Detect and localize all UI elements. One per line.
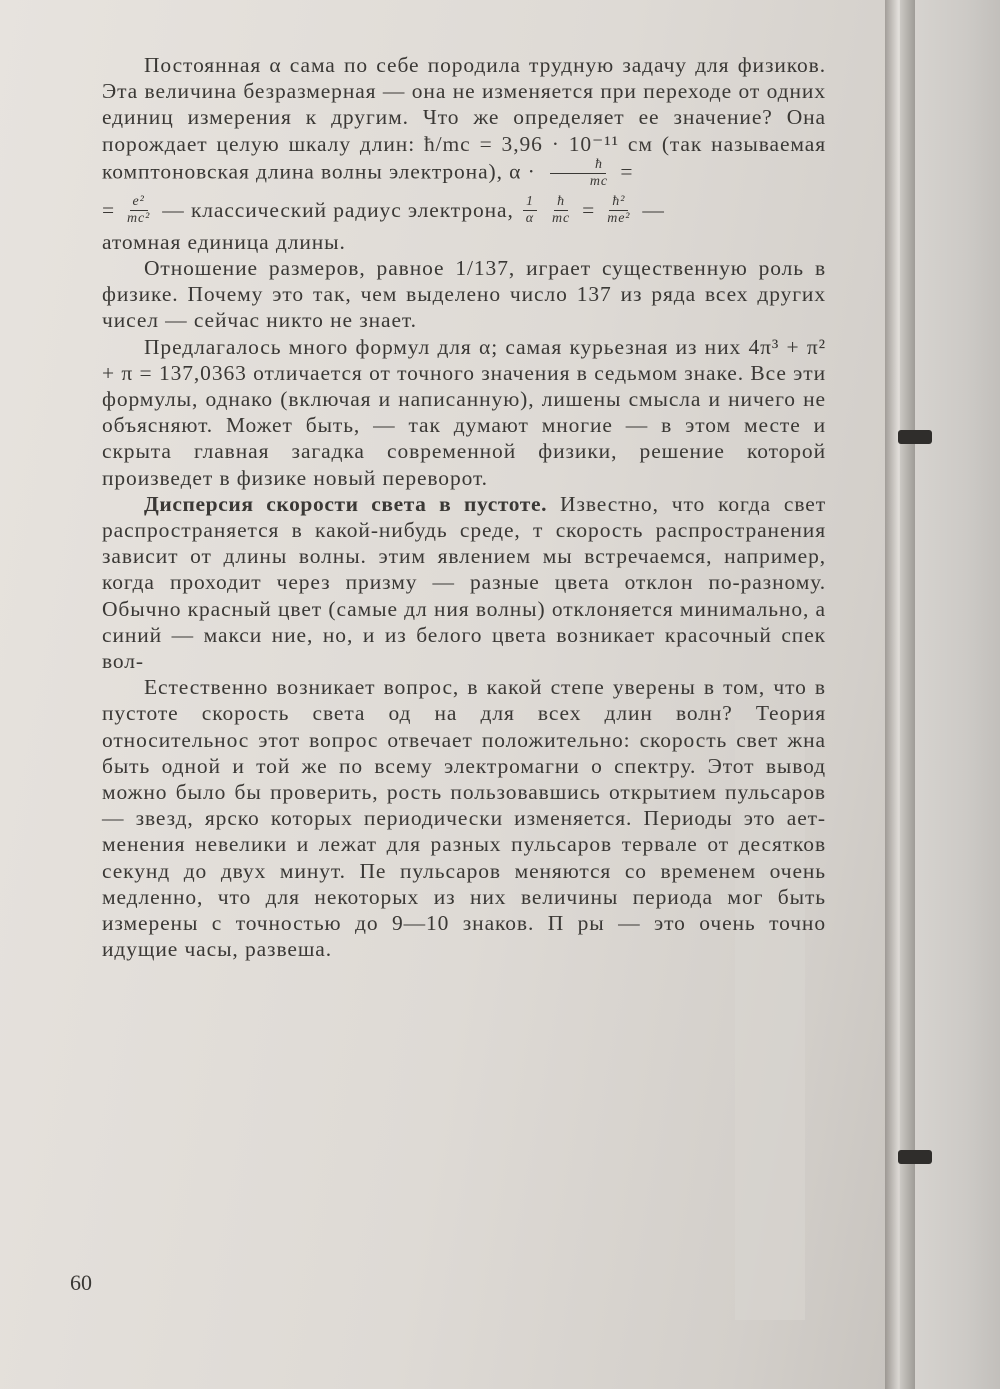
facing-page-edge xyxy=(915,0,1000,1389)
equals-sign: = xyxy=(102,198,116,223)
fraction-h2-me2 xyxy=(604,194,633,227)
page-text xyxy=(102,52,826,963)
paragraph-text: (так называемая комптоновская длина волны электрона), xyxy=(102,131,826,184)
fraction-numerator: ħ² xyxy=(609,194,628,211)
fraction-numerator: 1 xyxy=(523,194,537,211)
page-fold xyxy=(885,0,915,1389)
fraction-h-mc xyxy=(549,194,573,227)
fraction-denominator: α xyxy=(525,210,535,226)
fraction-denominator: mc² xyxy=(127,210,151,226)
page-number: 60 xyxy=(70,1270,92,1295)
fraction-numerator: ħ xyxy=(554,194,568,211)
paragraph-formulas: Предлагалось много формул для α; самая курьезная из них 4π³ + π² + π = 137,0363 отличается от точного значения в седьмом знаке. Все эти формулы, однако (включая и написанную), лишены смысла и ничего не объясняют. Может быть, — так думают многие — в этом месте и скрыта главная загадка современной физики, решение которой произведет в физике новый переворот. xyxy=(102,334,826,490)
fraction-h-mc xyxy=(545,157,611,190)
formula-alpha: α · xyxy=(509,159,536,184)
paragraph-dispersion xyxy=(102,491,826,674)
fraction-numerator: e² xyxy=(130,194,148,211)
fraction-e2-mc2 xyxy=(124,194,153,227)
fraction-1-alpha xyxy=(523,194,537,227)
paragraph-text: Известно, что когда свет распространяется в какой-нибудь среде, т скорость распространения зависит от длины волны. этим явлением мы встречаемся, например, когда проходит через призму — разные цвета отклон по-разному. Обычно красный цвет (самые дл ния волны) отклоняется минимально, а синий — макси ние, но, и из белого цвета возникает красочный спек вол- xyxy=(102,491,827,674)
paragraph-text: — классический радиус электрона, xyxy=(162,198,514,223)
fraction-denominator: mc xyxy=(589,173,609,189)
binding-nick xyxy=(898,1150,932,1164)
paragraph-text xyxy=(102,229,826,255)
section-heading: Дисперсия скорости света в пустоте. xyxy=(144,491,548,516)
fraction-denominator: me² xyxy=(607,210,631,226)
fraction-denominator: mc xyxy=(552,210,571,226)
fraction-numerator: ħ xyxy=(550,157,606,174)
compton-formula: ħ/mc = 3,96 · 10⁻¹¹ см xyxy=(424,131,653,156)
paragraph-pulsars: Естественно возникает вопрос, в какой степе уверены в том, что в пустоте скорость света од на для всех длин волн? Теория относительнос этот вопрос отвечает положительно: скорость свет жна быть одной и той же по всему электромагни о спектру. Этот вывод можно было бы проверить, рость пользовавшись открытием пульсаров — звезд, ярско которых периодически изменяется. Периоды это ает- менения невелики и лежат для разных пульсаров тервале от десятков секунд до двух минут. Пе пульсаров меняются со временем очень медленно, что для некоторых из них величины периода мог быть измерены с точностью до 9—10 знаков. П ры — это очень точно идущие часы, развеша. xyxy=(102,675,826,962)
equals-sign: = xyxy=(582,198,596,223)
binding-nick xyxy=(898,430,932,444)
paragraph-ratio: Отношение размеров, равное 1/137, играет существенную роль в физике. Почему это так, чем выделено число 137 из ряда всех других чисел — сейчас никто не знает. xyxy=(102,256,826,333)
paragraph-text: Постоянная α сама по себе породила трудную задачу для физиков. Эта величина безразмерная — она не изменяется при переходе от одних единиц измерения к другим. Что же определяет ее значение? Она порождает целую шкалу длин: xyxy=(102,53,826,156)
formula-line xyxy=(102,194,826,227)
equals-sign: = xyxy=(620,159,634,184)
paragraph-text: атомная единица длины. xyxy=(102,229,346,254)
paragraph-alpha xyxy=(102,52,826,190)
dash: — xyxy=(642,198,665,223)
